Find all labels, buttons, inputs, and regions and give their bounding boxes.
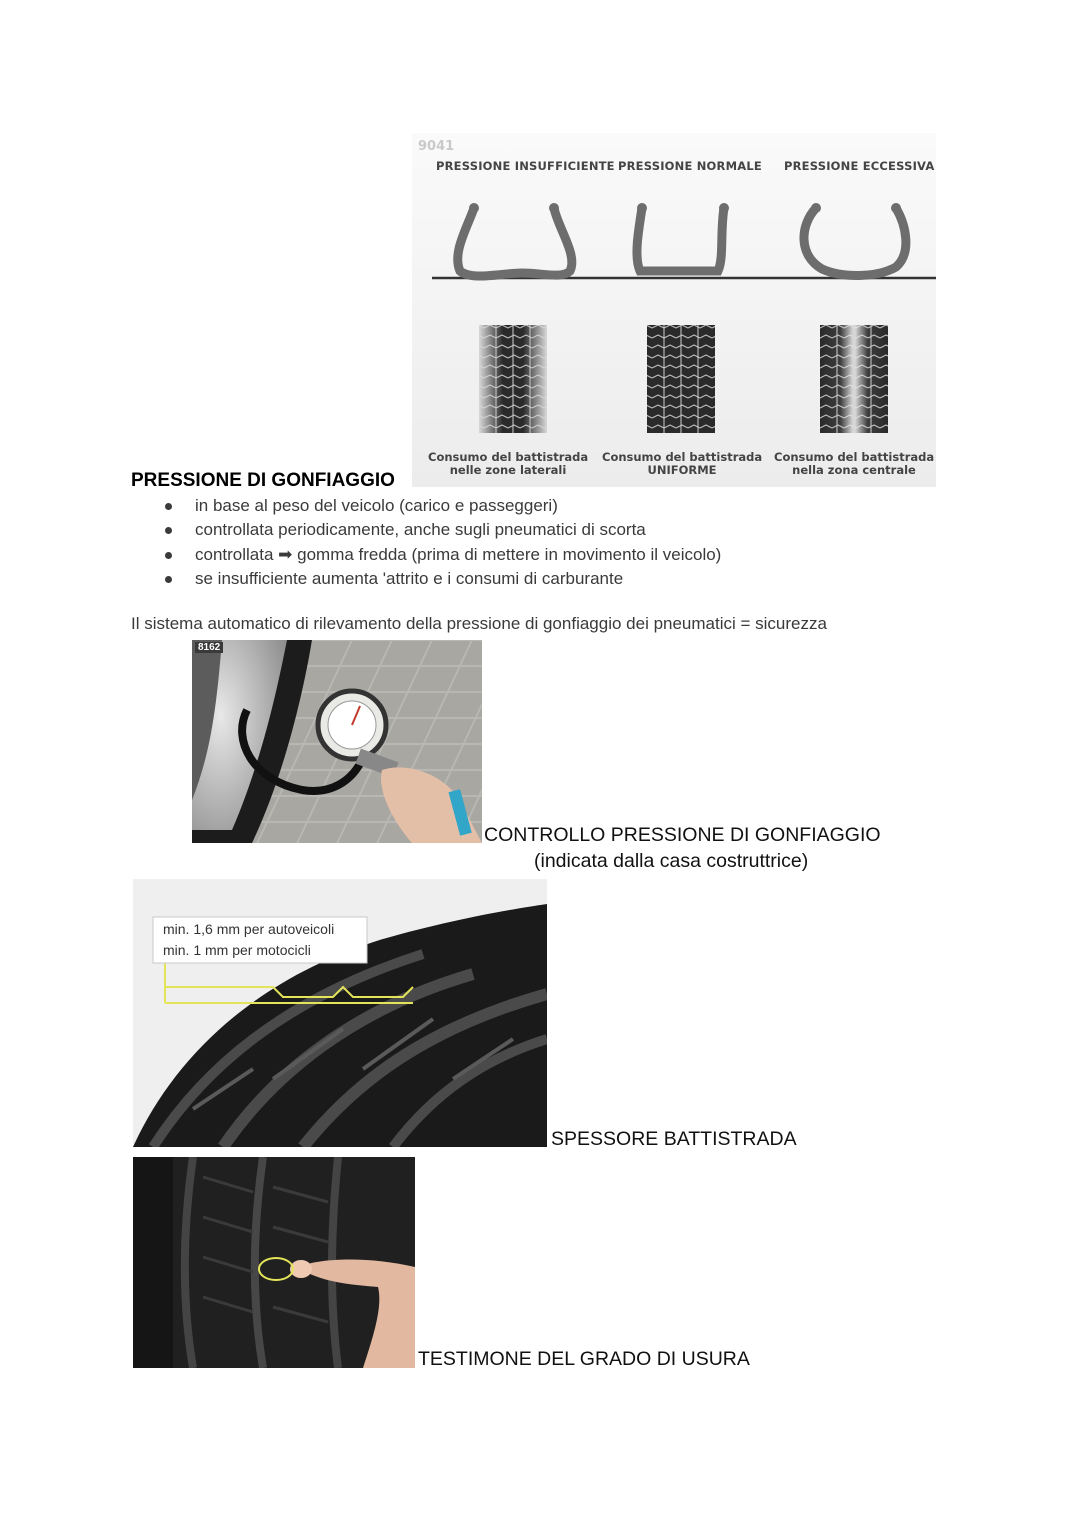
caption-wear-center: Consumo del battistrada nella zona centrale (774, 450, 935, 477)
bullet-dot (165, 503, 172, 510)
tire-pressure-diagram (412, 133, 936, 487)
section-title: PRESSIONE DI GONFIAGGIO (131, 470, 395, 491)
profile-normal (637, 208, 724, 271)
caption-wear-sides: Consumo del battistrada nelle zone laterali (428, 450, 589, 477)
list-item: se insufficiente aumenta 'attrito e i consumi di carburante (162, 567, 721, 591)
bullet-dot (165, 527, 172, 534)
photo-number: 8162 (195, 642, 223, 653)
tread-caption: SPESSORE BATTISTRADA (551, 1128, 797, 1150)
figure-number: 9041 (418, 139, 455, 154)
caption-wear-uniform: Consumo del battistrada UNIFORME (602, 450, 763, 477)
pressure-gauge-photo (192, 640, 482, 843)
bullet-dot (165, 552, 172, 559)
wear-caption: TESTIMONE DEL GRADO DI USURA (418, 1348, 750, 1370)
label-pressure-normal: PRESSIONE NORMALE (618, 159, 762, 173)
tread-min-note: min. 1,6 mm per autoveicoli min. 1 mm per motocicli (163, 921, 335, 958)
tread-sample-underinflated (479, 325, 547, 433)
bullet-dot (165, 576, 172, 583)
tire-profiles-drawing (412, 133, 936, 487)
list-item: controllata periodicamente, anche sugli pneumatici di scorta (162, 518, 721, 542)
label-pressure-low: PRESSIONE INSUFFICIENTE (436, 159, 615, 173)
gauge-caption-note: (indicata dalla casa costruttrice) (534, 850, 809, 872)
profile-underinflated (458, 208, 572, 276)
tread-depth-photo (133, 879, 547, 1147)
list-item: in base al peso del veicolo (carico e passeggeri) (162, 494, 721, 518)
gauge-caption: CONTROLLO PRESSIONE DI GONFIAGGIO (484, 824, 881, 846)
tread-sample-overinflated (820, 325, 888, 433)
bullet-list (162, 494, 721, 591)
profile-overinflated (804, 208, 906, 276)
wear-indicator-photo (133, 1157, 415, 1368)
list-item: controllata ➡ gomma fredda (prima di mettere in movimento il veicolo) (162, 543, 721, 567)
tpms-sentence: Il sistema automatico di rilevamento della pressione di gonfiaggio dei pneumatici = sicurezza (131, 614, 827, 633)
tread-sample-normal (647, 325, 715, 433)
label-pressure-high: PRESSIONE ECCESSIVA (784, 159, 935, 173)
